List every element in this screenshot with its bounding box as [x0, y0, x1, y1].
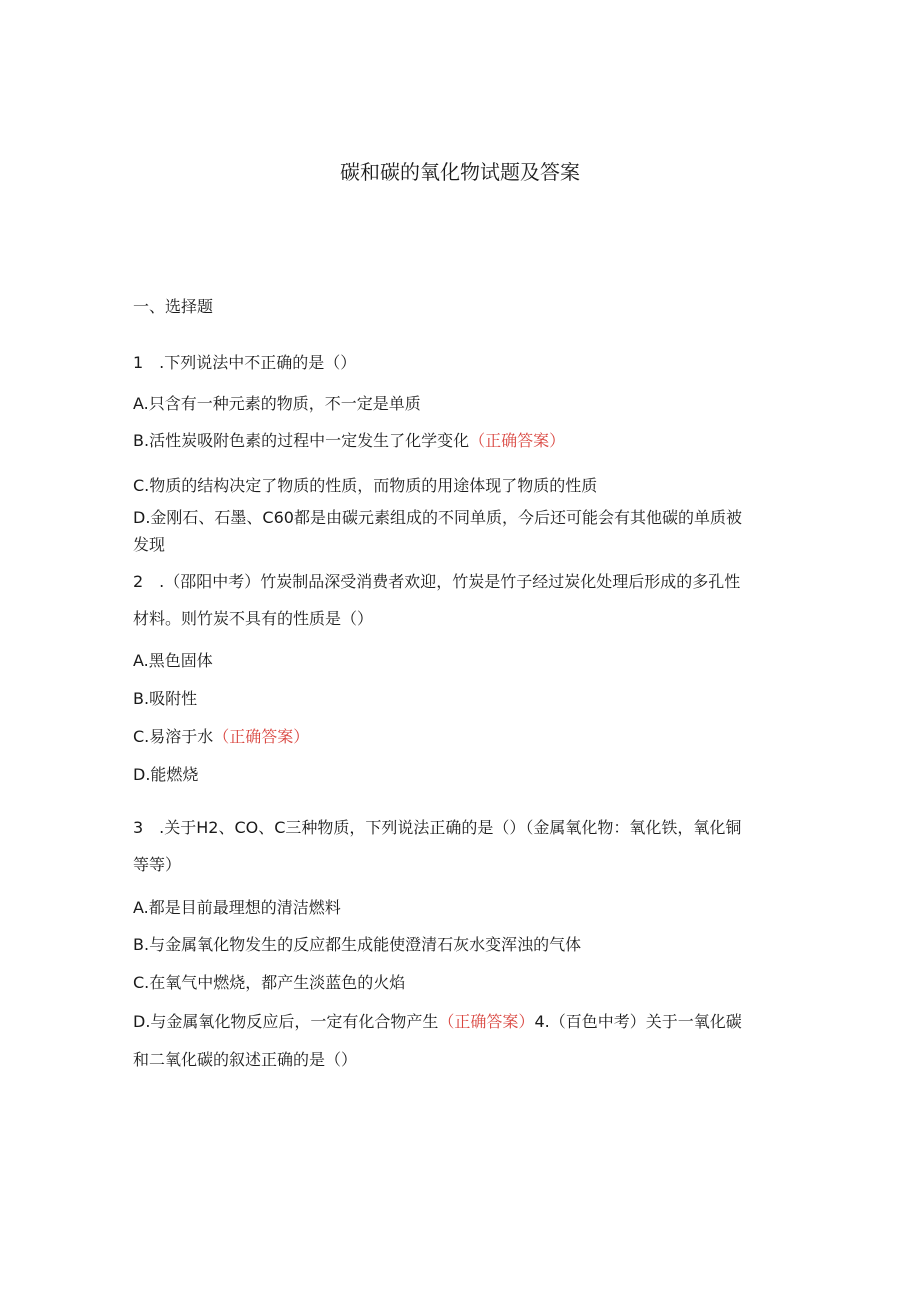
question-3-stem: 3 .关于H2、CO、C三种物质，下列说法正确的是（）（金属氧化物：氧化铁，氧化铜 — [133, 818, 742, 837]
correct-answer-tag: （正确答案） — [469, 431, 566, 450]
question-1-option-d: D.金刚石、石墨、C60都是由碳元素组成的不同单质，今后还可能会有其他碳的单质被 — [133, 508, 742, 527]
question-3-option-b: B.与金属氧化物发生的反应都生成能使澄清石灰水变浑浊的气体 — [133, 935, 582, 954]
question-1-option-c: C.物质的结构决定了物质的性质，而物质的用途体现了物质的性质 — [133, 476, 598, 495]
question-2-option-d: D.能燃烧 — [133, 765, 199, 784]
option-text: B.活性炭吸附色素的过程中一定发生了化学变化 — [133, 431, 470, 450]
document-title: 碳和碳的氧化物试题及答案 — [340, 160, 580, 184]
question-2-option-c — [133, 725, 793, 749]
question-1-option-d-continuation: 发现 — [133, 535, 166, 554]
question-3-option-a: A.都是目前最理想的清洁燃料 — [133, 898, 341, 917]
option-text: C.易溶于水 — [133, 727, 214, 746]
question-4-stem-start: 4.（百色中考）关于一氧化碳 — [534, 1012, 742, 1031]
question-1-option-a: A.只含有一种元素的物质，不一定是单质 — [133, 394, 421, 413]
question-1-option-b — [133, 429, 793, 453]
correct-answer-tag: （正确答案） — [438, 1012, 535, 1031]
question-3-stem-continuation: 等等） — [133, 855, 182, 874]
section-heading: 一、选择题 — [133, 297, 214, 316]
question-2-option-b: B.吸附性 — [133, 689, 198, 708]
question-4-stem-continuation: 和二氧化碳的叙述正确的是（） — [133, 1050, 358, 1069]
option-text: D.与金属氧化物反应后，一定有化合物产生 — [133, 1012, 439, 1031]
question-2-option-a: A.黑色固体 — [133, 651, 213, 670]
question-3-option-c: C.在氧气中燃烧，都产生淡蓝色的火焰 — [133, 973, 406, 992]
question-2-stem-continuation: 材料。则竹炭不具有的性质是（） — [133, 609, 374, 628]
question-2-stem: 2 .（邵阳中考）竹炭制品深受消费者欢迎，竹炭是竹子经过炭化处理后形成的多孔性 — [133, 572, 741, 591]
question-1-stem: 1 .下列说法中不正确的是（） — [133, 353, 357, 372]
question-3-option-d — [133, 1010, 793, 1034]
correct-answer-tag: （正确答案） — [213, 727, 310, 746]
